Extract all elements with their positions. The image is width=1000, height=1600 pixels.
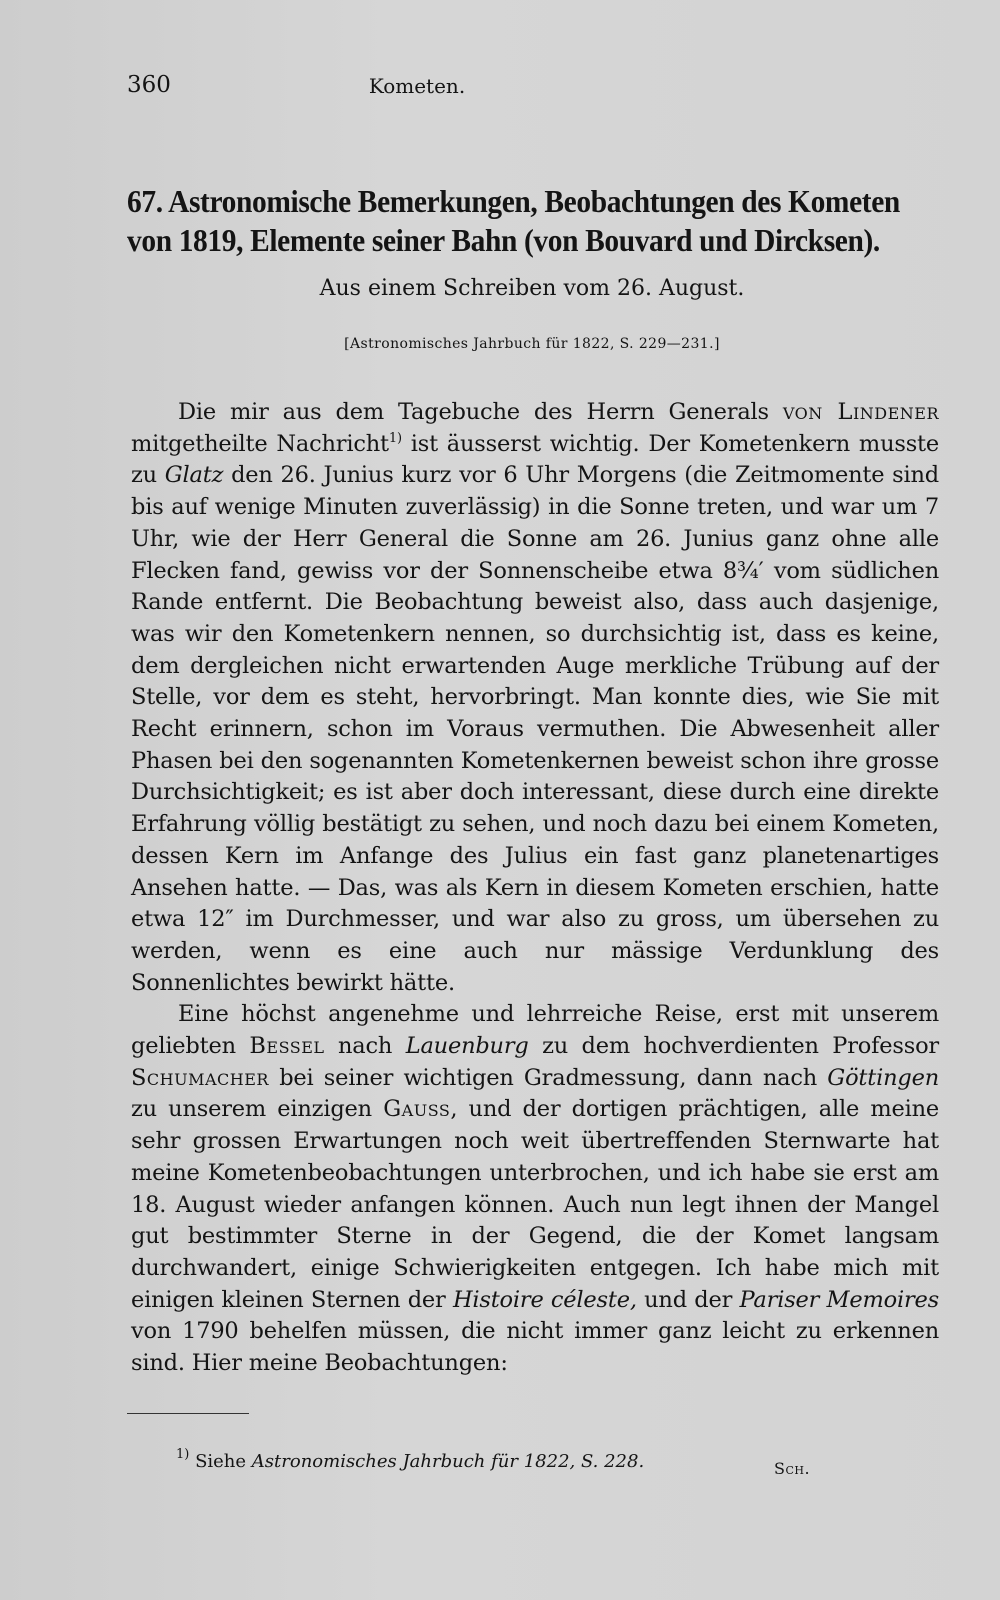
text-run: nach bbox=[324, 1033, 406, 1060]
editor-signature: Sch. bbox=[774, 1459, 811, 1478]
paragraph bbox=[131, 999, 939, 1379]
text-run: zu unserem einzigen bbox=[131, 1096, 384, 1123]
footnote-reference: 1) bbox=[388, 430, 402, 446]
work-title: Pariser Memoires bbox=[739, 1286, 940, 1313]
text-run: ist äusserst wichtig. Der Kometenkern musste zu bbox=[131, 430, 940, 489]
text-run: und der bbox=[636, 1286, 740, 1313]
text-run: den 26. Junius kurz vor 6 Uhr Morgens (die Zeitmomente sind bis auf wenige Minuten zuverlässig) in die Sonne treten, und war um 7 Uhr, wie der Herr General die Sonne am 26. Junius ganz ohne alle Flecken fand, gewiss vor der Sonnenscheibe etwa 8¾′ vom südlichen Rande entfernt. Die Beobachtung beweist also, dass auch dasjenige, was wir den Kometenkern nennen, so durchsichtig ist, dass es keine, dem dergleichen nicht erwartenden Auge merkliche Trübung auf der Stelle, vor dem es steht, hervorbringt. Man konnte dies, wie Sie mit Recht erinnern, schon im Voraus vermuthen. Die Abwesenheit aller Phasen bei den sogenannten Kometenkernen beweist schon ihre grosse Durchsichtigkeit; es ist aber doch interessant, diese durch eine direkte Erfahrung völlig bestätigt zu sehen, und noch dazu bei einem Kometen, dessen Kern im Anfange des Julius ein fast ganz planetenartiges Ansehen hatte. — Das, was als Kern in diesem Kometen erschien, hatte etwa 12″ im Durchmesser, und war also zu gross, um übersehen zu werden, wenn es eine auch nur mässige Verdunklung des Sonnenlichtes bewirkt hätte. bbox=[131, 462, 939, 996]
place-name: Lauenburg bbox=[405, 1033, 529, 1060]
text-run: zu dem hochverdienten Professor bbox=[528, 1033, 939, 1060]
article-subtitle: Aus einem Schreiben vom 26. August. bbox=[319, 276, 745, 301]
footnote bbox=[176, 1447, 816, 1472]
paragraph bbox=[131, 397, 939, 999]
footnote-divider bbox=[127, 1413, 249, 1414]
person-name: Bessel bbox=[249, 1033, 325, 1060]
person-name: Gauss bbox=[383, 1096, 451, 1123]
place-name: Göttingen bbox=[827, 1064, 939, 1091]
source-citation: [Astronomisches Jahrbuch für 1822, S. 229—231.] bbox=[344, 336, 720, 352]
work-title: Histoire céleste, bbox=[452, 1286, 637, 1313]
text-run: Eine höchst angenehme und lehrreiche Reise, erst mit unserem geliebten bbox=[131, 1001, 939, 1060]
text-run: bei seiner wichtigen Gradmessung, dann nach bbox=[268, 1064, 828, 1091]
person-name: Schumacher bbox=[131, 1064, 269, 1091]
article-body bbox=[131, 397, 939, 1380]
text-run: , und der dortigen prächtigen, alle meine sehr grossen Erwartungen noch weit übertreffenden Sternwarte hat meine Kometenbeobachtungen unterbrochen, und ich habe sie erst am 18. August wieder anfangen können. Auch nun legt ihnen der Mangel gut bestimmter Sterne in der Gegend, die der Komet langsam durchwandert, einige Schwierigkeiten entgegen. Ich habe mich mit einigen kleinen Sternen der bbox=[131, 1096, 939, 1313]
place-name: Glatz bbox=[164, 462, 224, 489]
person-name: von Lindener bbox=[782, 399, 939, 425]
footnote-source: Astronomisches Jahrbuch für 1822, S. 228. bbox=[251, 1451, 645, 1472]
footnote-marker: 1) bbox=[176, 1447, 190, 1462]
page-header bbox=[127, 72, 937, 106]
running-title: Kometen. bbox=[368, 74, 466, 98]
article-title: 67. Astronomische Bemerkungen, Beobachtungen des Kometen von 1819, Elemente seiner Bahn (von Bouvard und Dircksen). bbox=[127, 183, 900, 258]
text-run: Die mir aus dem Tagebuche des Herrn Generals bbox=[178, 399, 783, 425]
text-run: von 1790 behelfen müssen, die nicht immer ganz leicht zu erkennen sind. Hier meine Beobachtungen: bbox=[131, 1318, 939, 1377]
page-number: 360 bbox=[127, 72, 171, 98]
footnote-lead: Siehe bbox=[189, 1451, 252, 1472]
text-run: mitgetheilte Nachricht bbox=[131, 430, 389, 457]
